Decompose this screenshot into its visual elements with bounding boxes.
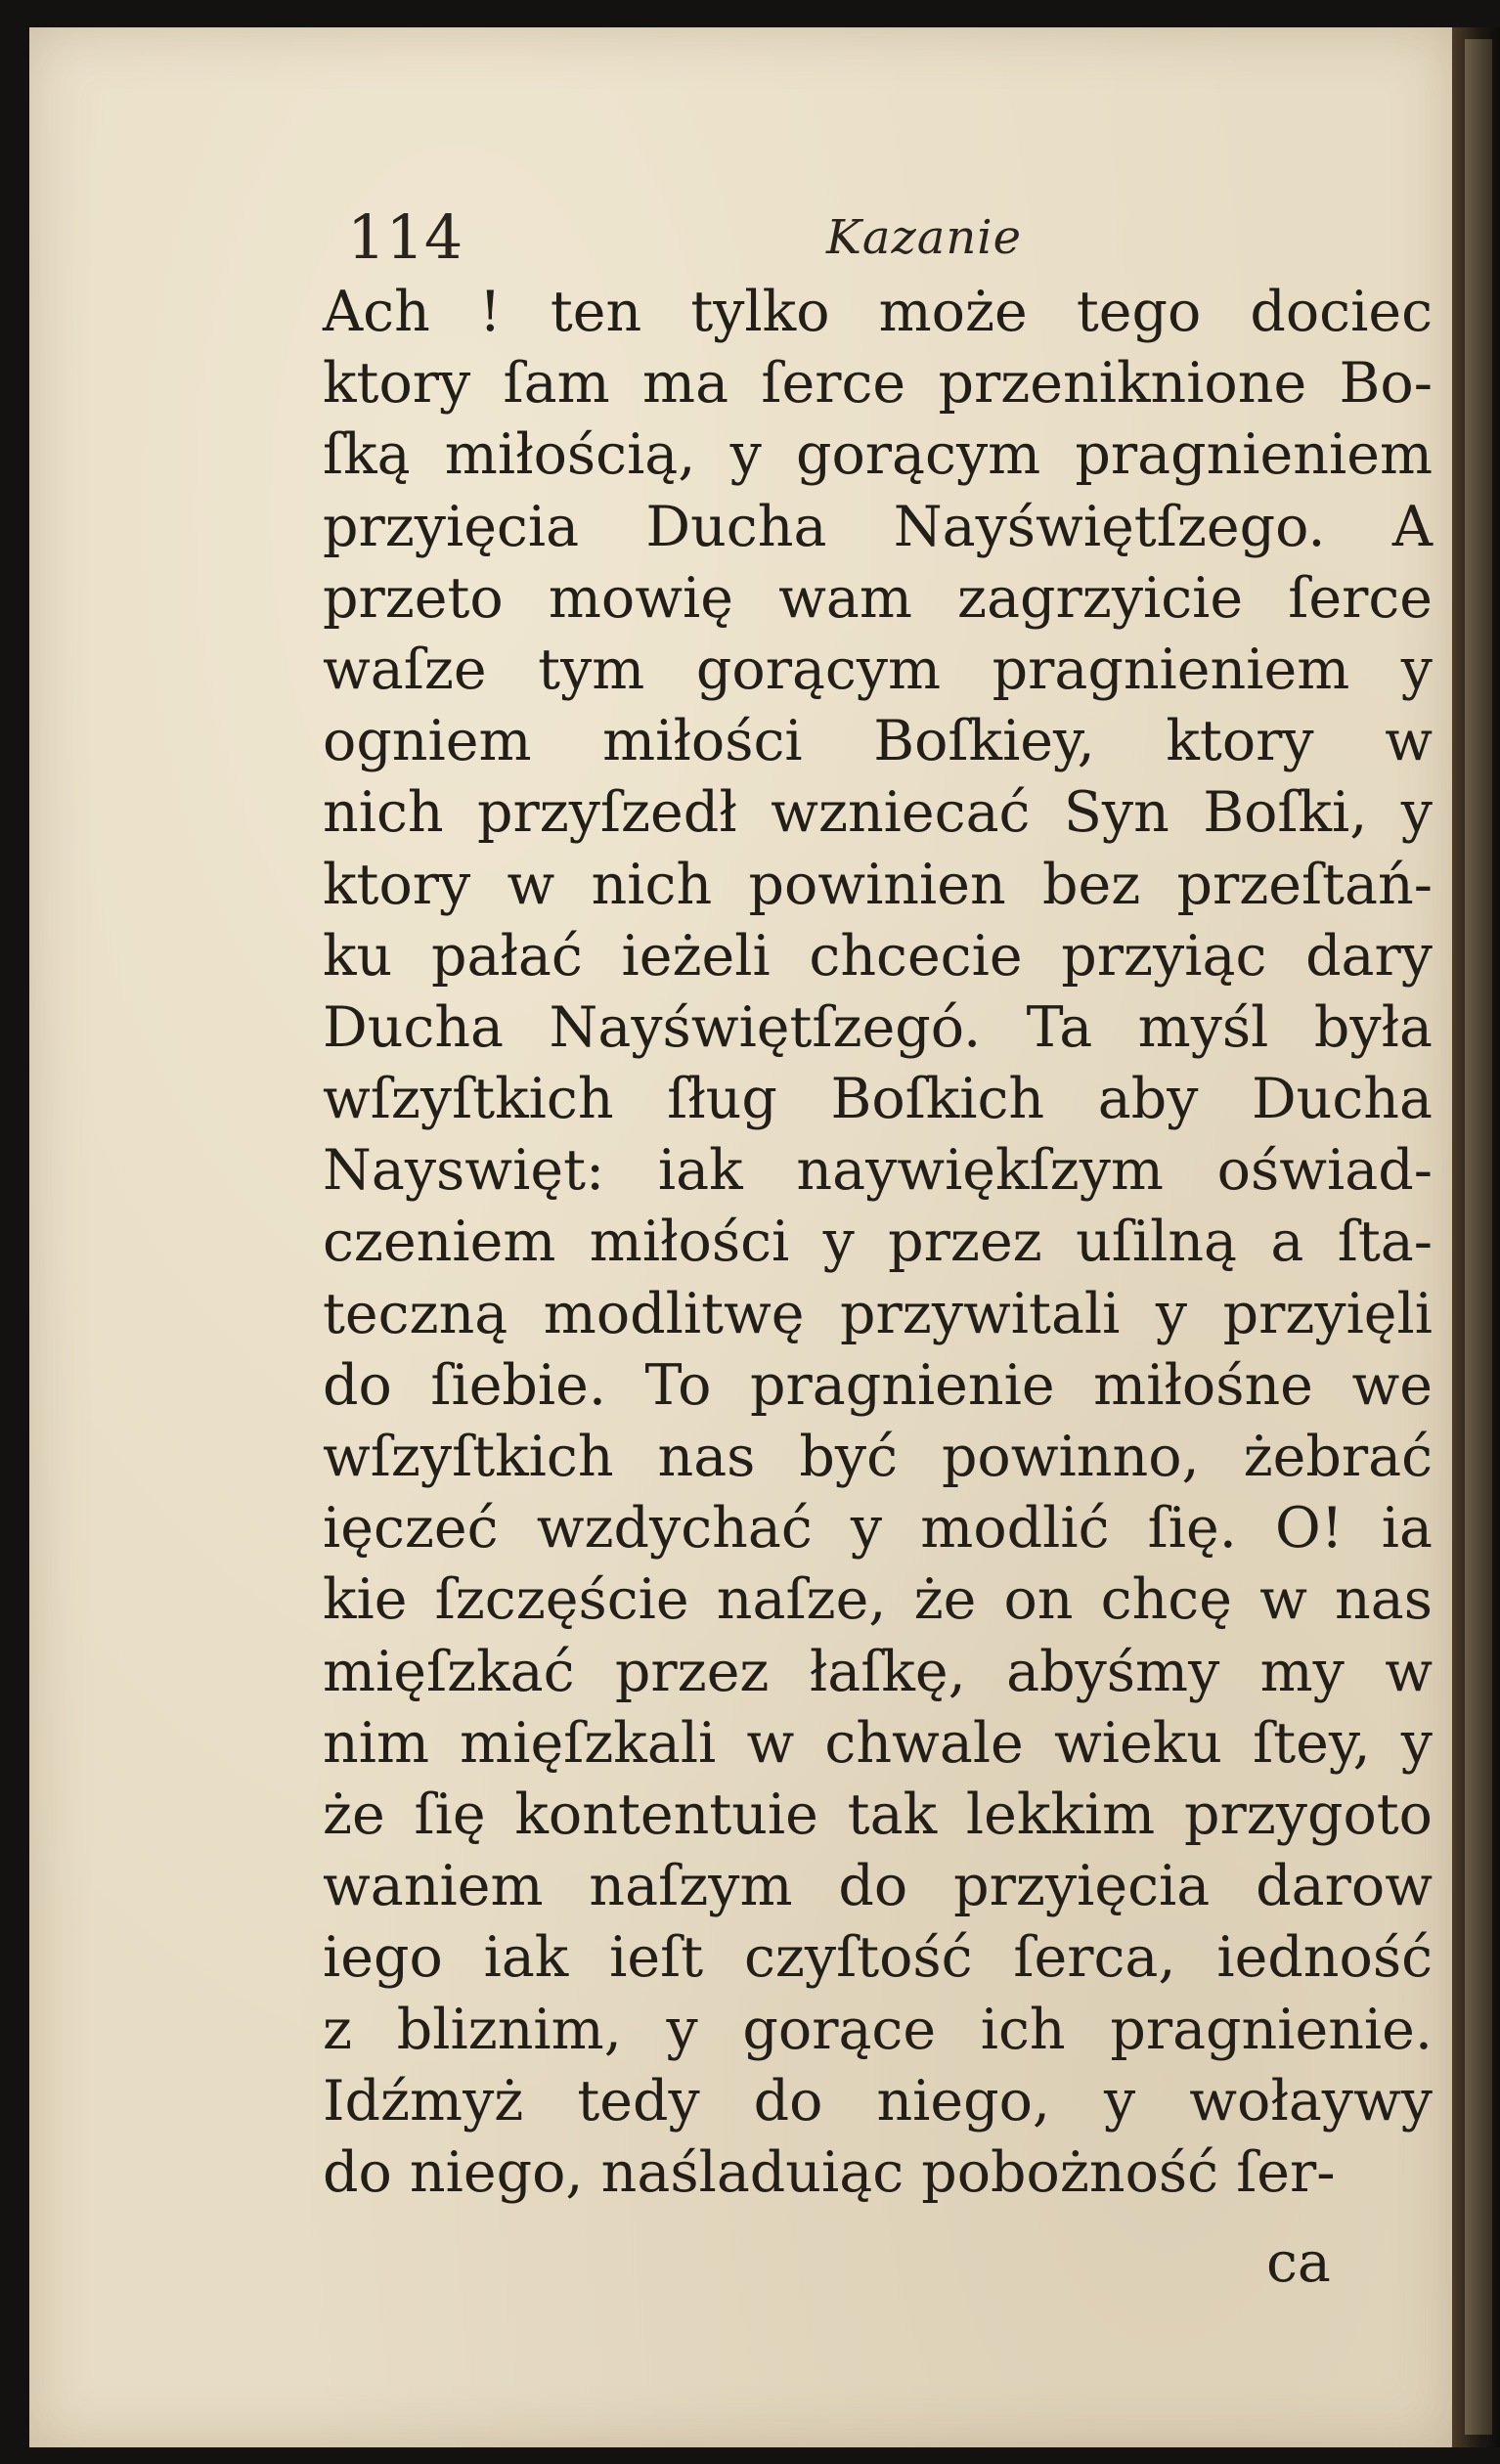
text-line: Ach ! ten tylko może tego dociec	[323, 280, 1433, 344]
text-line: nim mięſzkali w chwale wieku ſtey, y	[323, 1710, 1433, 1776]
text-line: wſzyſtkich nas być powinno, żebrać	[323, 1425, 1433, 1489]
text-line: że ſię kontentuie tak lekkim przygoto	[323, 1782, 1433, 1847]
text-line: wſzyſtkich ſług Boſkich aby Ducha	[323, 1067, 1433, 1132]
book-page	[29, 27, 1452, 2447]
text-line: nich przyſzedł wzniecać Syn Boſki, y	[323, 780, 1433, 846]
text-line: przeto mowię wam zagrzyicie ſerce	[323, 565, 1433, 631]
next-page-edge	[1465, 39, 1492, 2435]
page-number: 114	[347, 201, 463, 273]
text-line: Nayswięt: iak naywiękſzym oświad-	[323, 1138, 1433, 1204]
text-line: mięſzkać przez łaſkę, abyśmy my w	[323, 1639, 1433, 1704]
text-line: czeniem miłości y przez uſilną a ſta-	[323, 1210, 1433, 1275]
text-line: kie ſzczęście naſze, że on chcę w nas	[323, 1567, 1433, 1633]
body-text	[323, 277, 1433, 2209]
text-line: ogniem miłości Boſkiey, ktory w	[323, 709, 1433, 774]
text-line: ięczeć wzdychać y modlić ſię. O! ia	[323, 1496, 1433, 1562]
text-line: przyięcia Ducha Nayświętſzego. A	[323, 494, 1433, 559]
text-line: waniem naſzym do przyięcia darow	[323, 1854, 1433, 1919]
running-title: Kazanie	[826, 210, 1023, 265]
text-line: ktory ſam ma ſerce przeniknione Bo-	[323, 351, 1433, 417]
page-header	[29, 194, 1452, 282]
text-line: ku pałać ieżeli chcecie przyiąc dary	[323, 923, 1433, 989]
text-line: Idźmyż tedy do niego, y wołaywy	[323, 2068, 1433, 2134]
text-line: do ſiebie. To pragnienie miłośne we	[323, 1352, 1433, 1418]
text-line: ſką miłością, y gorącym pragnieniem	[323, 422, 1433, 488]
text-line: teczną modlitwę przywitali y przyięli	[323, 1281, 1433, 1346]
text-line: waſze tym gorącym pragnieniem y	[323, 637, 1433, 702]
text-line: Ducha Nayświętſzegó. Ta myśl była	[323, 994, 1433, 1060]
catchword: ca	[1266, 2230, 1331, 2295]
text-line: z bliznim, y gorące ich pragnienie.	[323, 1997, 1433, 2062]
text-line: iego iak ieſt czyſtość ſerca, iedność	[323, 1925, 1433, 1991]
text-line: ktory w nich powinien bez przeſtań-	[323, 852, 1433, 917]
text-line: do niego, naśladuiąc pobożność ſer-	[323, 2139, 1336, 2205]
